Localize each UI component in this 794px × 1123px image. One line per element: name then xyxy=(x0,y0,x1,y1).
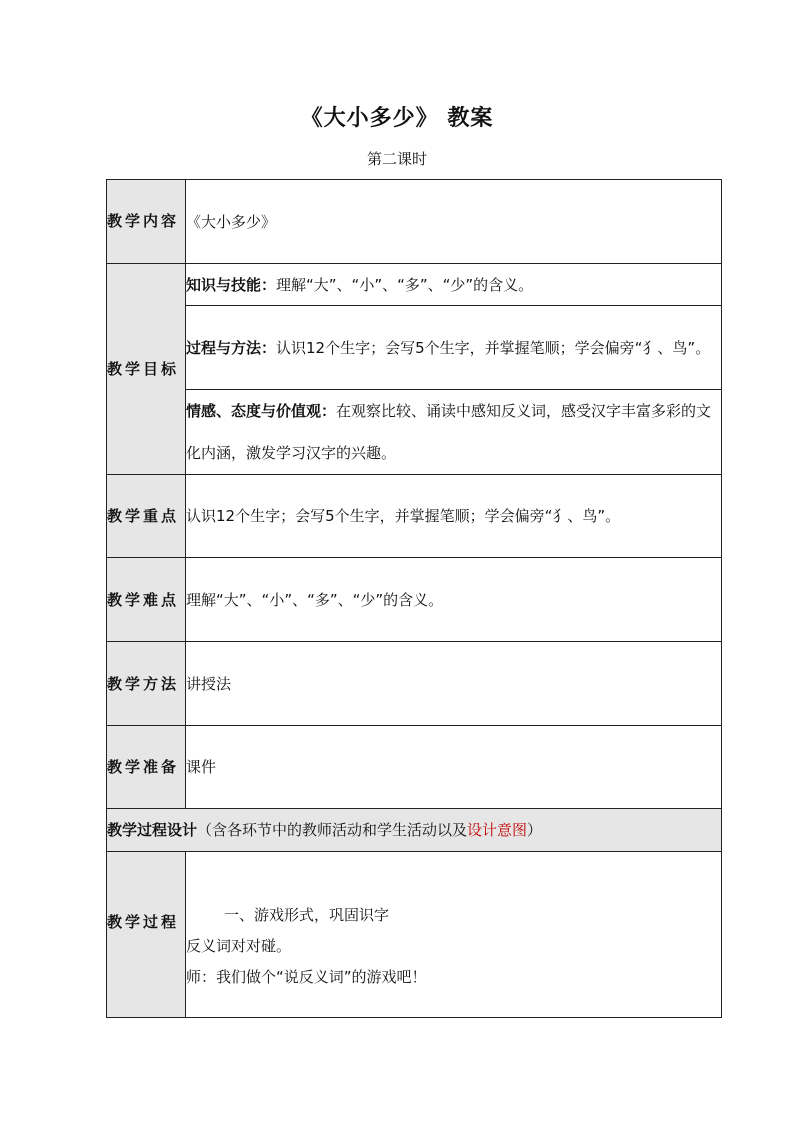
process-design-heading: 教学过程设计 xyxy=(107,820,198,839)
goal-attitude-text: 在观察比较、诵读中感知反义词，感受汉字丰富多彩的文化内涵，激发学习汉字的兴趣。 xyxy=(186,402,712,462)
row-preparation xyxy=(107,726,722,809)
value-key-points: 认识12个生字；会写5个生字，并掌握笔顺；学会偏旁“犭、鸟”。 xyxy=(186,475,722,558)
document-title: 《大小多少》 教案 xyxy=(300,106,494,131)
row-goal-knowledge xyxy=(107,264,722,306)
process-design-note-red: 设计意图 xyxy=(467,820,528,839)
process-line-2: 反义词对对碰。 xyxy=(186,937,292,955)
goal-knowledge-text: 理解“大”、“小”、“多”、“少”的含义。 xyxy=(276,275,534,294)
row-difficulties xyxy=(107,558,722,642)
document-subtitle: 第二课时 xyxy=(366,150,427,168)
lesson-plan-table xyxy=(106,179,722,1018)
row-teaching-content xyxy=(107,180,722,264)
row-process-design xyxy=(107,809,722,852)
process-line-3: 师：我们做个“说反义词”的游戏吧！ xyxy=(186,968,427,986)
process-design-header xyxy=(107,809,722,852)
value-teaching-content: 《大小多少》 xyxy=(186,180,722,264)
process-design-note-suffix: ） xyxy=(527,820,543,839)
label-teaching-goals: 教学目标 xyxy=(107,264,186,475)
row-goal-process xyxy=(107,306,722,390)
goal-process-text: 认识12个生字；会写5个生字，并掌握笔顺；学会偏旁“犭、鸟”。 xyxy=(276,338,711,357)
label-method: 教学方法 xyxy=(107,642,186,726)
label-process: 教学过程 xyxy=(107,852,186,1018)
row-goal-attitude xyxy=(107,390,722,475)
label-preparation: 教学准备 xyxy=(107,726,186,809)
label-key-points: 教学重点 xyxy=(107,475,186,558)
goal-process-heading: 过程与方法： xyxy=(186,338,277,357)
label-difficulties: 教学难点 xyxy=(107,558,186,642)
goal-attitude xyxy=(186,390,722,475)
goal-knowledge-heading: 知识与技能： xyxy=(186,275,277,294)
goal-knowledge xyxy=(186,264,722,306)
row-process xyxy=(107,852,722,1018)
value-process xyxy=(186,852,722,1018)
label-teaching-content: 教学内容 xyxy=(107,180,186,264)
process-design-note-prefix: （含各环节中的教师活动和学生活动以及 xyxy=(197,820,468,839)
row-key-points xyxy=(107,475,722,558)
value-preparation: 课件 xyxy=(186,726,722,809)
goal-attitude-heading: 情感、态度与价值观： xyxy=(186,402,337,420)
process-line-1: 一、游戏形式，巩固识字 xyxy=(224,906,390,924)
goal-process xyxy=(186,306,722,390)
value-difficulties: 理解“大”、“小”、“多”、“少”的含义。 xyxy=(186,558,722,642)
row-method xyxy=(107,642,722,726)
value-method: 讲授法 xyxy=(186,642,722,726)
